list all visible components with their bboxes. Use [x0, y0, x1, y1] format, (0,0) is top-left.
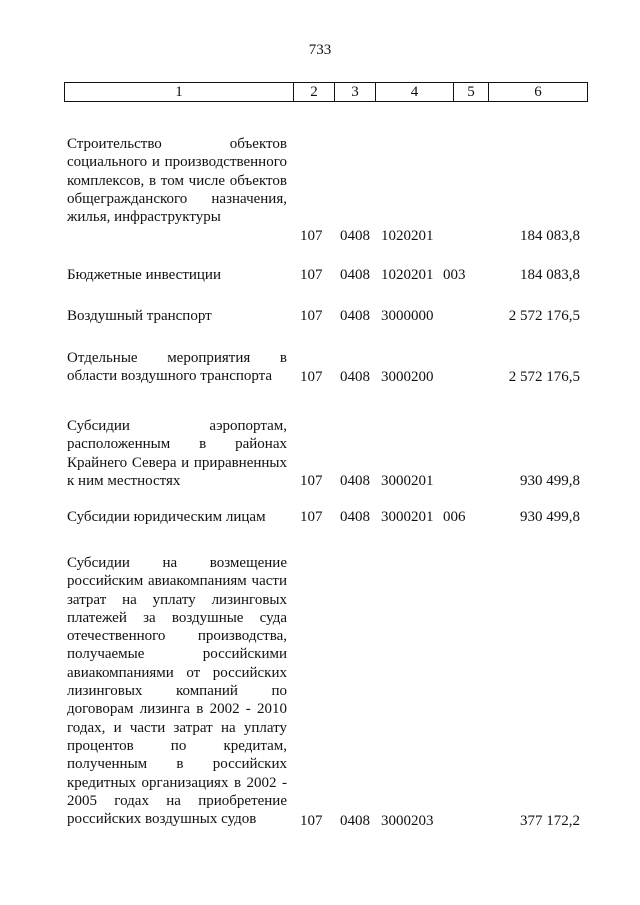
- row-amount: 184 083,8: [520, 227, 580, 244]
- header-col-4: 4: [376, 83, 454, 101]
- row-amount: 2 572 176,5: [508, 368, 580, 385]
- row-code-col3: 0408: [340, 508, 370, 525]
- header-col-6: 6: [534, 83, 542, 100]
- row-amount: 930 499,8: [520, 508, 580, 525]
- header-col-1: 1: [65, 83, 294, 101]
- row-code-col3: 0408: [340, 307, 370, 324]
- row-description: Субсидии на возмещение российским авиакомпаниям части затрат на уплату лизинговых платежей за воздушные суда отечественного производства, получаемые российскими авиакомпаниями от российских лизинговых компаний по договорам лизинга в 2002 - 2010 годах, и части затрат на уплату процентов по кредитам, полученным в российских кредитных организациях в 2002 - 2005 годах на приобретение российских воздушных судов: [67, 555, 287, 828]
- header-col-3: 3: [335, 83, 376, 101]
- row-code-col2: 107: [300, 812, 323, 829]
- row-code-col4: 1020201: [381, 266, 434, 283]
- table-header: [64, 82, 588, 102]
- table-row: [0, 554, 640, 830]
- row-code-col3: 0408: [340, 266, 370, 283]
- row-code-col4: 3000200: [381, 368, 434, 385]
- row-description: Строительство объектов социального и производственного комплексов, в том числе объектов общегражданского назначения, жилья, инфраструктуры: [67, 136, 287, 226]
- row-code-col2: 107: [300, 307, 323, 324]
- row-code-col3: 0408: [340, 227, 370, 244]
- table-row: [0, 307, 640, 325]
- row-code-col2: 107: [300, 266, 323, 283]
- row-code-col3: 0408: [340, 368, 370, 385]
- row-description: Отдельные мероприятия в области воздушного транспорта: [67, 350, 287, 385]
- row-code-col2: 107: [300, 368, 323, 385]
- row-description: Субсидии юридическим лицам: [67, 509, 266, 525]
- table-row: [0, 266, 640, 284]
- page-number: 733: [308, 42, 332, 58]
- row-code-col5: 003: [443, 266, 466, 283]
- row-amount: 377 172,2: [520, 812, 580, 829]
- table-row: [0, 135, 640, 245]
- row-amount: 930 499,8: [520, 472, 580, 489]
- row-amount: 184 083,8: [520, 266, 580, 283]
- row-code-col5: 006: [443, 508, 466, 525]
- header-col-5: 5: [454, 83, 489, 101]
- row-code-col4: 3000201: [381, 508, 434, 525]
- row-description: Субсидии аэропортам, расположенным в районах Крайнего Севера и приравненных к ним местностях: [67, 418, 287, 489]
- row-code-col3: 0408: [340, 472, 370, 489]
- row-code-col2: 107: [300, 508, 323, 525]
- header-col-2: 2: [294, 83, 335, 101]
- row-code-col4: 3000203: [381, 812, 434, 829]
- row-description: Бюджетные инвестиции: [67, 267, 221, 283]
- row-code-col3: 0408: [340, 812, 370, 829]
- table-row: [0, 349, 640, 386]
- table-row: [0, 417, 640, 490]
- row-code-col4: 3000000: [381, 307, 434, 324]
- row-code-col4: 3000201: [381, 472, 434, 489]
- row-code-col2: 107: [300, 472, 323, 489]
- row-amount: 2 572 176,5: [508, 307, 580, 324]
- row-code-col2: 107: [300, 227, 323, 244]
- row-description: Воздушный транспорт: [67, 308, 212, 324]
- row-code-col4: 1020201: [381, 227, 434, 244]
- table-row: [0, 508, 640, 526]
